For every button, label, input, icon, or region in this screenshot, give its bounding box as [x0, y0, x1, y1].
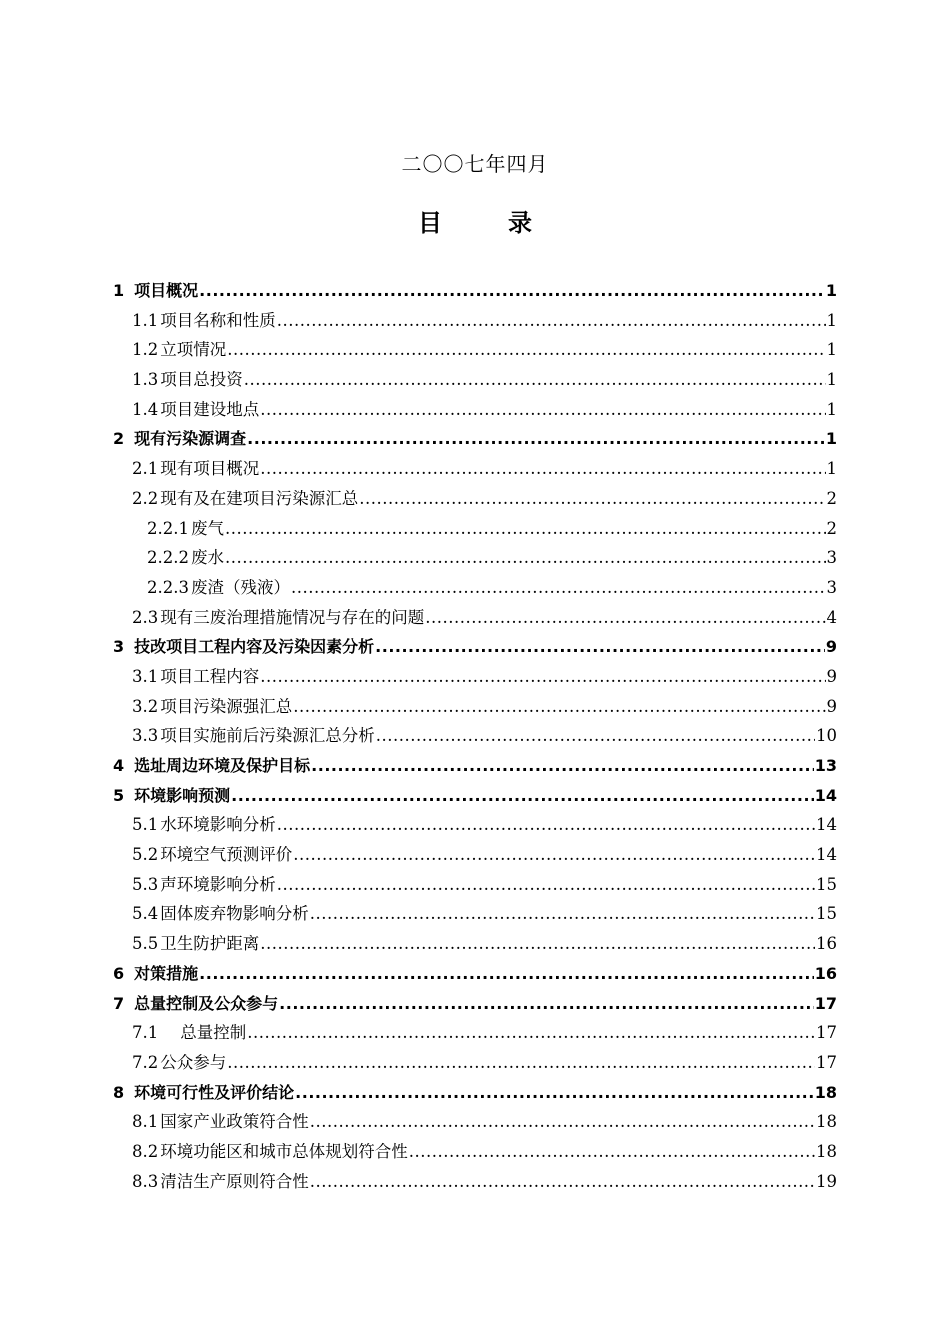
- toc-entry-title: 立项情况: [160, 340, 227, 360]
- toc-entry-title: 项目建设地点: [160, 399, 260, 419]
- toc-entry-title: 项目污染源强汇总: [160, 696, 293, 716]
- toc-entry[interactable]: [113, 603, 837, 633]
- toc-entry-label: [132, 1048, 226, 1078]
- toc-dot-leader: [310, 1167, 815, 1197]
- toc-entry-title: 声环境影响分析: [160, 874, 276, 894]
- toc-entry-page: 1: [826, 370, 837, 390]
- toc-entry-title: 项目实施前后污染源汇总分析: [160, 726, 375, 746]
- toc-entry-title: 选址周边环境及保护目标: [134, 756, 311, 775]
- toc-entry-title: 环境可行性及评价结论: [134, 1082, 295, 1102]
- toc-entry-label: [147, 543, 224, 573]
- toc-dot-leader: [359, 484, 825, 514]
- toc-entry-number: 5.2: [132, 845, 159, 865]
- toc-entry-page: 15: [816, 904, 837, 924]
- toc-entry-label: [113, 424, 246, 454]
- toc-entry-number: 2: [113, 429, 125, 449]
- toc-heading-char-2: 录: [508, 209, 532, 237]
- toc-entry-page: 1: [826, 459, 837, 479]
- toc-dot-leader: [227, 335, 825, 365]
- toc-entry-page: 9: [826, 696, 837, 716]
- toc-dot-leader: [295, 1078, 814, 1108]
- toc-entry[interactable]: [113, 959, 837, 989]
- toc-entry-number: 8.3: [132, 1171, 159, 1191]
- toc-entry[interactable]: [113, 1107, 837, 1137]
- toc-entry[interactable]: [113, 1078, 837, 1108]
- toc-entry-page: 15: [816, 874, 837, 894]
- toc-entry-label: [132, 840, 292, 870]
- toc-heading-char-1: 目: [418, 209, 442, 237]
- toc-entry-page: 17: [814, 993, 837, 1013]
- toc-entry-label: [132, 1167, 309, 1197]
- toc-entry-page: 1: [825, 281, 837, 300]
- toc-entry-label: [132, 810, 276, 840]
- toc-dot-leader: [277, 306, 826, 336]
- toc-entry-page: 1: [826, 399, 837, 419]
- toc-entry-title: 环境影响预测: [134, 785, 231, 805]
- toc-entry-label: [132, 603, 424, 633]
- toc-entry-label: [132, 870, 276, 900]
- toc-entry-title: 总量控制及公众参与: [134, 993, 279, 1013]
- toc-entry-number: 1.1: [132, 310, 159, 330]
- toc-entry-number: 1.3: [132, 370, 159, 390]
- toc-entry[interactable]: [113, 454, 837, 484]
- toc-entry-number: 5.5: [132, 934, 159, 954]
- toc-entry-number: 2.2.1: [147, 518, 189, 538]
- toc-entry-label: [113, 632, 374, 662]
- toc-entry-page: 18: [816, 1112, 837, 1132]
- toc-entry-page: 2: [826, 518, 837, 538]
- toc-entry-number: 3.1: [132, 666, 159, 686]
- toc-entry-page: 14: [816, 815, 837, 835]
- toc-dot-leader: [260, 454, 825, 484]
- toc-entry-label: [113, 751, 310, 781]
- toc-entry[interactable]: [113, 840, 837, 870]
- toc-entry-page: 18: [816, 1141, 837, 1161]
- toc-dot-leader: [279, 989, 814, 1019]
- toc-dot-leader: [425, 603, 825, 633]
- toc-entry-label: [147, 573, 290, 603]
- toc-dot-leader: [291, 573, 826, 603]
- toc-entry[interactable]: [113, 751, 837, 781]
- toc-heading: [0, 203, 950, 238]
- toc-entry-page: 10: [816, 726, 837, 746]
- toc-entry-title: 清洁生产原则符合性: [160, 1171, 309, 1191]
- toc-entry-title: 总量控制: [180, 1023, 247, 1043]
- toc-entry-label: [113, 989, 278, 1019]
- toc-dot-leader: [260, 662, 825, 692]
- toc-entry-number: 5: [113, 785, 125, 805]
- toc-entry-page: 1: [826, 340, 837, 360]
- toc-entry-label: [113, 1078, 294, 1108]
- toc-dot-leader: [376, 721, 815, 751]
- toc-dot-leader: [225, 514, 826, 544]
- toc-entry[interactable]: [113, 870, 837, 900]
- toc-entry-number: 8.1: [132, 1112, 159, 1132]
- toc-entry-number: 6: [113, 963, 125, 983]
- toc-dot-leader: [311, 751, 814, 781]
- toc-dot-leader: [293, 840, 815, 870]
- toc-entry-number: 2.2: [132, 488, 159, 508]
- toc-entry-title: 现有项目概况: [160, 459, 260, 479]
- toc-entry[interactable]: [113, 514, 837, 544]
- toc-entry-page: 1: [825, 429, 837, 449]
- toc-entry-number: 7: [113, 993, 125, 1013]
- toc-dot-leader: [293, 692, 825, 722]
- toc-entry-page: 9: [826, 666, 837, 686]
- toc-dot-leader: [247, 424, 825, 454]
- toc-entry[interactable]: [113, 395, 837, 425]
- toc-entry-title: 项目概况: [134, 281, 199, 300]
- toc-entry-page: 1: [826, 310, 837, 330]
- toc-entry[interactable]: [113, 543, 837, 573]
- toc-entry-number: 2.3: [132, 607, 159, 627]
- toc-dot-leader: [409, 1137, 815, 1167]
- toc-entry[interactable]: [113, 276, 837, 306]
- toc-entry-number: 3.3: [132, 726, 159, 746]
- toc-entry-number: 4: [113, 756, 125, 775]
- toc-entry-page: 2: [826, 488, 837, 508]
- toc-entry-title: 废气: [190, 518, 224, 538]
- toc-entry-label: [132, 484, 358, 514]
- toc-entry-title: 环境功能区和城市总体规划符合性: [160, 1141, 408, 1161]
- toc-entry-title: 项目名称和性质: [160, 310, 276, 330]
- toc-entry-title: 废渣（残液）: [190, 577, 290, 597]
- toc-entry-number: 1.2: [132, 340, 159, 360]
- toc-dot-leader: [375, 632, 825, 662]
- toc-entry-page: 9: [825, 637, 837, 657]
- toc-entry[interactable]: [113, 484, 837, 514]
- toc-dot-leader: [310, 899, 815, 929]
- toc-entry-label: [132, 721, 375, 751]
- toc-entry-title: 固体废弃物影响分析: [160, 904, 309, 924]
- toc-entry-label: [132, 662, 259, 692]
- toc-entry[interactable]: [113, 721, 837, 751]
- toc-dot-leader: [227, 1048, 815, 1078]
- toc-entry-page: 14: [816, 845, 837, 865]
- toc-entry-label: [132, 1107, 309, 1137]
- toc-entry-number: 2.2.2: [147, 548, 189, 568]
- toc-dot-leader: [247, 1018, 815, 1048]
- toc-entry[interactable]: [113, 929, 837, 959]
- toc-entry-title: 现有及在建项目污染源汇总: [160, 488, 359, 508]
- toc-entry-page: 16: [816, 934, 837, 954]
- toc-entry[interactable]: [113, 1137, 837, 1167]
- toc-entry-number: 5.4: [132, 904, 159, 924]
- toc-entry-number: 3: [113, 637, 125, 657]
- toc-dot-leader: [225, 543, 826, 573]
- toc-entry[interactable]: [113, 1167, 837, 1197]
- toc-entry[interactable]: [113, 365, 837, 395]
- toc-entry-title: 公众参与: [160, 1052, 227, 1072]
- toc-entry-number: 5.1: [132, 815, 159, 835]
- toc-entry-label: [113, 781, 230, 811]
- toc-entry[interactable]: [113, 899, 837, 929]
- toc-entry-label: [132, 929, 259, 959]
- toc-entry-title: 项目总投资: [160, 370, 243, 390]
- toc-dot-leader: [277, 810, 815, 840]
- toc-entry-label: [132, 692, 292, 722]
- toc-entry-page: 14: [814, 785, 837, 805]
- toc-entry-number: 8.2: [132, 1141, 159, 1161]
- toc-dot-leader: [310, 1107, 815, 1137]
- toc-entry-number: 1.4: [132, 399, 159, 419]
- toc-entry-title: 卫生防护距离: [160, 934, 260, 954]
- toc-dot-leader: [244, 365, 826, 395]
- toc-entry-label: [132, 335, 226, 365]
- toc-entry[interactable]: [113, 424, 837, 454]
- toc-entry-title: 环境空气预测评价: [160, 845, 293, 865]
- toc-entry[interactable]: [113, 662, 837, 692]
- toc-entry[interactable]: [113, 781, 837, 811]
- toc-entry-title: 水环境影响分析: [160, 815, 276, 835]
- toc-entry-title: 技改项目工程内容及污染因素分析: [134, 637, 375, 657]
- toc-entry[interactable]: [113, 632, 837, 662]
- toc-dot-leader: [260, 395, 825, 425]
- toc-entry-title: 项目工程内容: [160, 666, 260, 686]
- toc-entry-number: 2.2.3: [147, 577, 189, 597]
- toc-entry-number: 2.1: [132, 459, 159, 479]
- toc-entry[interactable]: [113, 335, 837, 365]
- toc-entry[interactable]: [113, 1018, 837, 1048]
- toc-entry-label: [132, 395, 259, 425]
- toc-entry-page: 3: [826, 577, 837, 597]
- toc-entry-number: 7.2: [132, 1052, 159, 1072]
- toc-dot-leader: [260, 929, 815, 959]
- toc-entry-number: 8: [113, 1082, 125, 1102]
- toc-entry[interactable]: [113, 692, 837, 722]
- toc-entry-label: [113, 276, 198, 306]
- toc-entry-number: 7.1: [132, 1023, 159, 1043]
- toc-entry-title: 现有三废治理措施情况与存在的问题: [160, 607, 425, 627]
- toc-entry-label: [132, 454, 259, 484]
- toc-entry[interactable]: [113, 989, 837, 1019]
- toc-entry-title: 国家产业政策符合性: [160, 1112, 309, 1132]
- toc-entry-title: 现有污染源调查: [134, 429, 247, 449]
- toc-entry-page: 18: [814, 1082, 837, 1102]
- toc-entry-page: 13: [814, 756, 837, 775]
- toc-entry-label: [132, 306, 276, 336]
- toc-entry-label: [132, 1018, 246, 1048]
- document-date: 二〇〇七年四月: [401, 152, 549, 176]
- toc-dot-leader: [231, 781, 814, 811]
- toc-entry-number: 3.2: [132, 696, 159, 716]
- toc-entry[interactable]: [113, 573, 837, 603]
- toc-entry-title: 对策措施: [134, 963, 199, 983]
- toc-dot-leader: [199, 276, 825, 306]
- toc-entry-page: 4: [826, 607, 837, 627]
- toc-entry-page: 17: [816, 1052, 837, 1072]
- toc-entry-page: 3: [826, 548, 837, 568]
- toc-entry-label: [132, 899, 309, 929]
- toc-entry[interactable]: [113, 1048, 837, 1078]
- toc-entry[interactable]: [113, 306, 837, 336]
- toc-entry-page: 16: [814, 963, 837, 983]
- toc-entry-number: 1: [113, 281, 125, 300]
- toc-entry-number: 5.3: [132, 874, 159, 894]
- table-of-contents: [113, 276, 837, 1196]
- toc-entry-page: 19: [816, 1171, 837, 1191]
- toc-entry-label: [132, 365, 243, 395]
- toc-entry[interactable]: [113, 810, 837, 840]
- toc-dot-leader: [277, 870, 815, 900]
- toc-dot-leader: [199, 959, 814, 989]
- toc-entry-title: 废水: [190, 548, 224, 568]
- toc-entry-label: [147, 514, 224, 544]
- toc-entry-label: [113, 959, 198, 989]
- toc-entry-label: [132, 1137, 408, 1167]
- toc-entry-page: 17: [816, 1023, 837, 1043]
